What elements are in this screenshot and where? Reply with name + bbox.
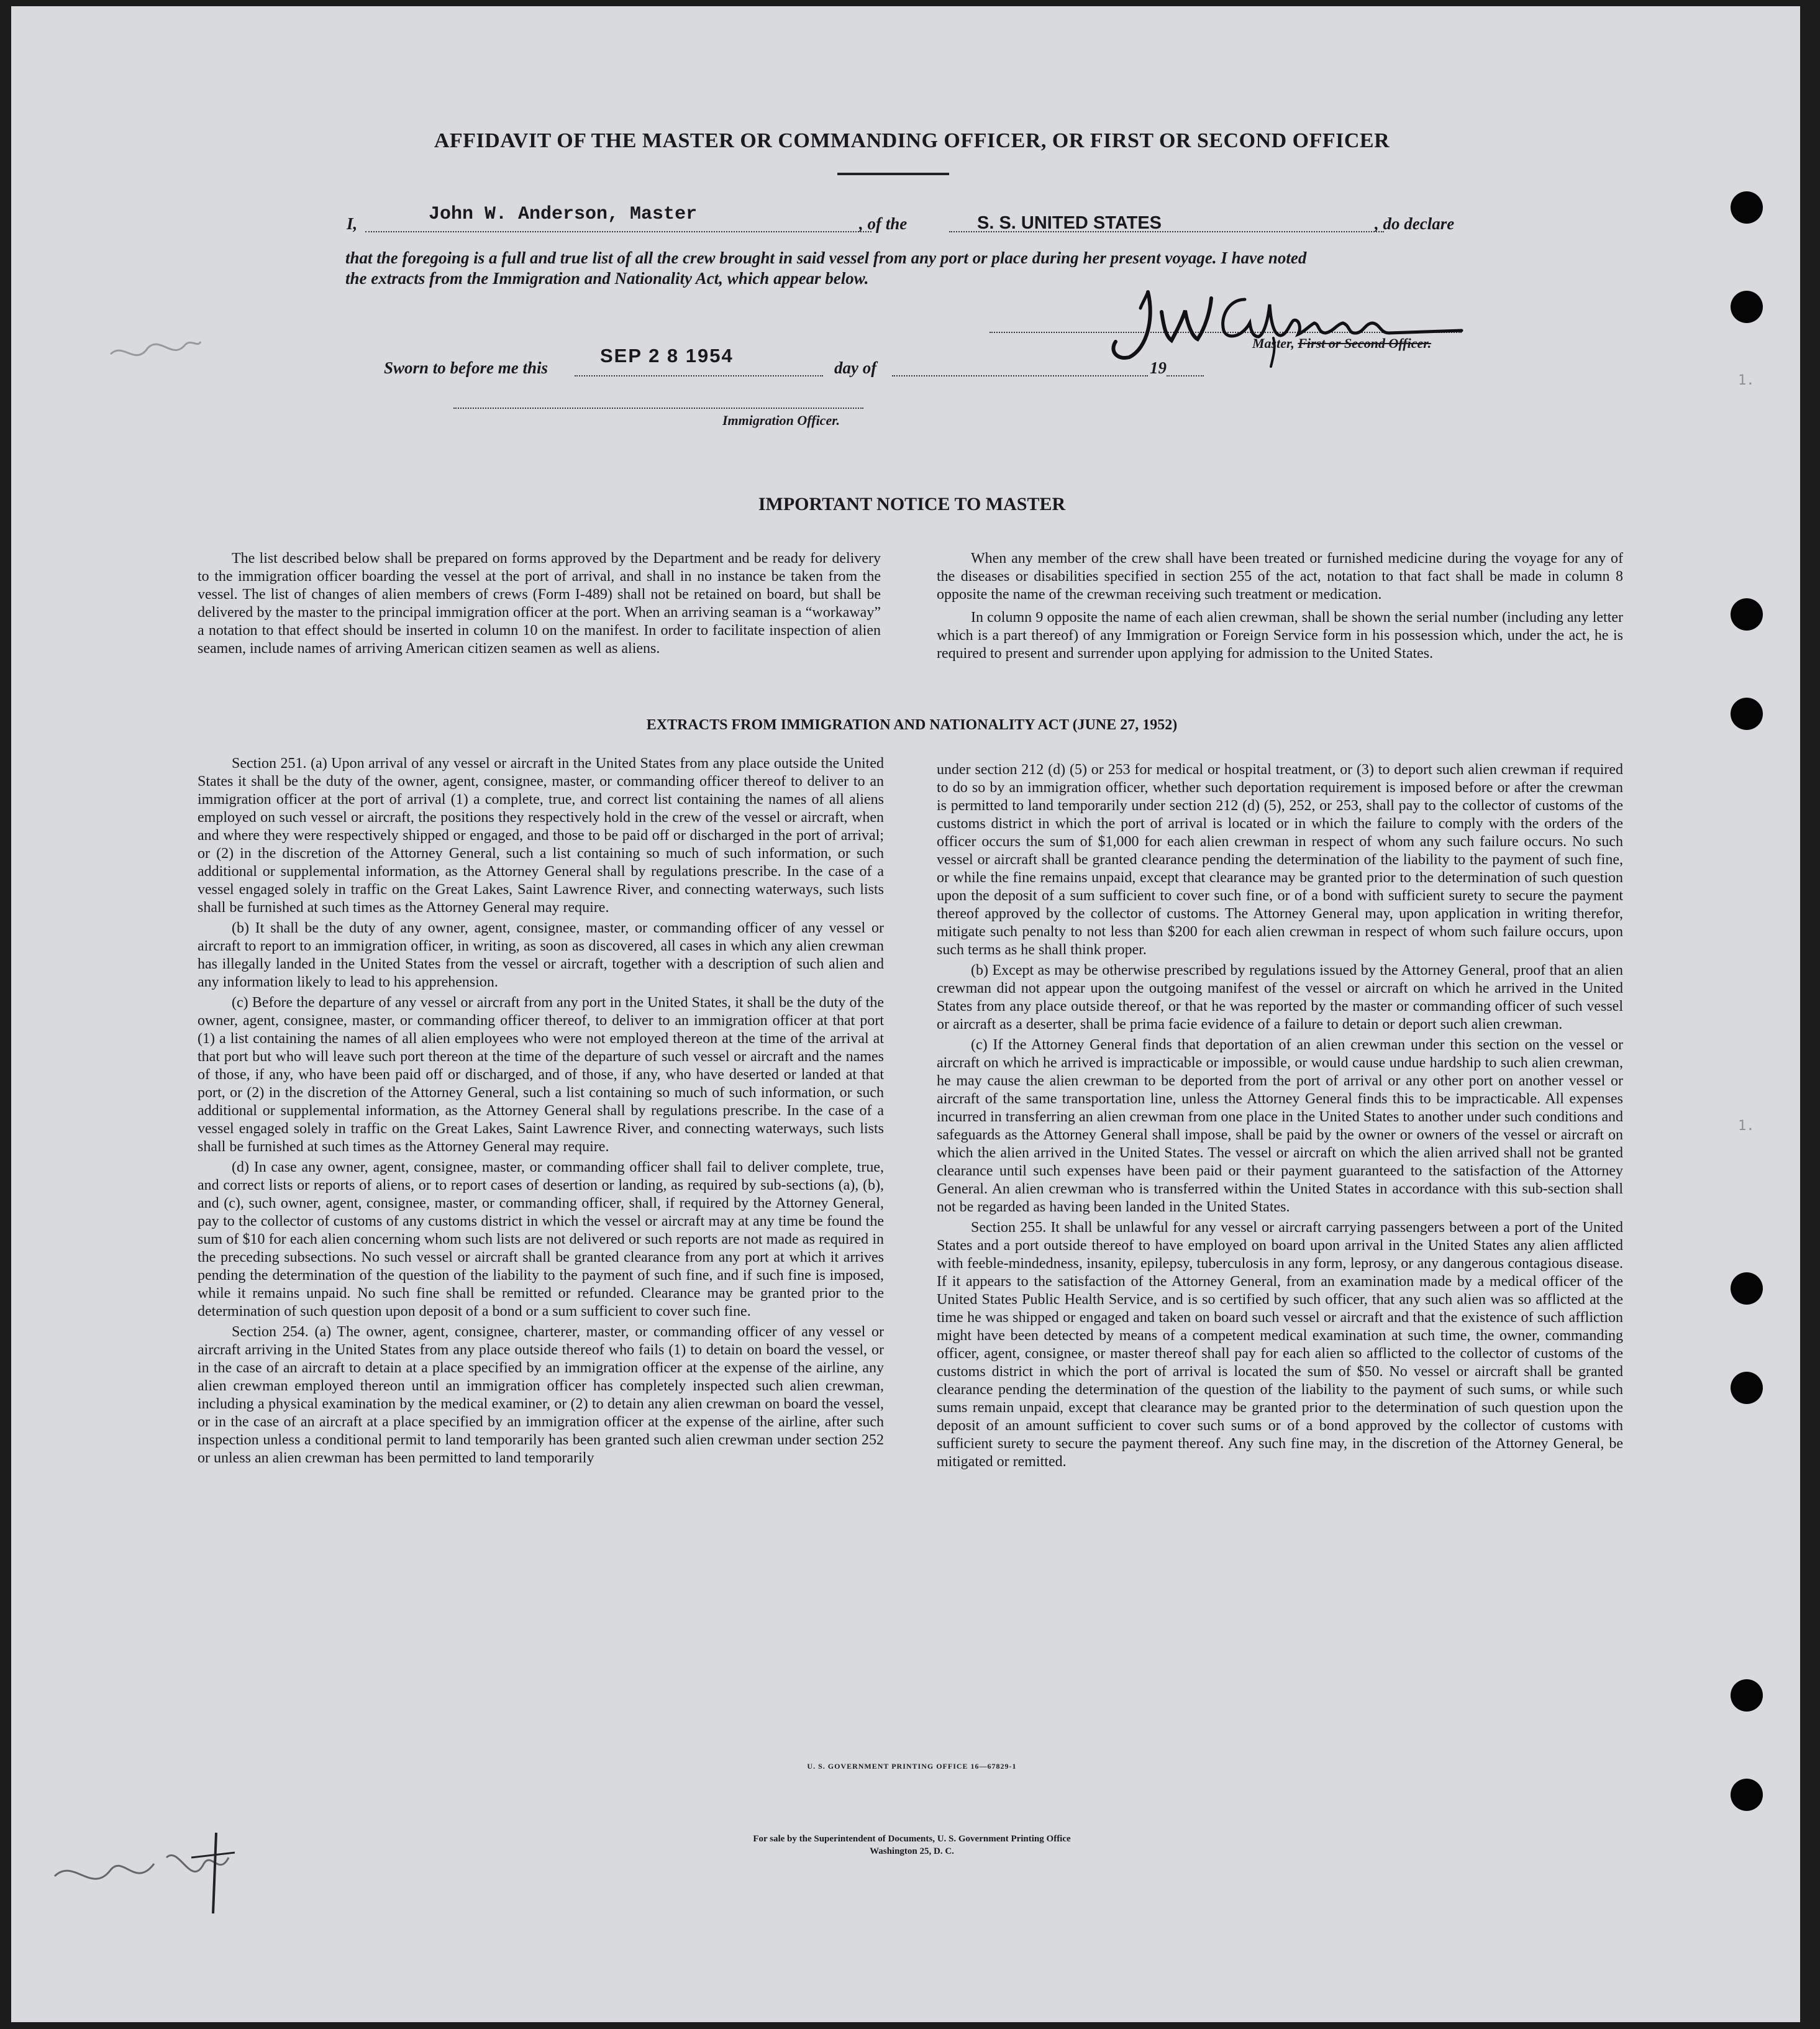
notice-paragraph: The list described below shall be prepared on forms approved by the Department and be ready for delivery to the immigration officer boarding the vessel at the port of arrival, and shall in no instance be taken from the vessel. The list of changes of alien members of crews (Form I-489) shall not be retained on board, but shall be delivered by the master to the principal immigration officer at the port. When an arriving seaman is a “workaway” a notation to that effect should be inserted in column 10 on the manifest. In order to facilitate inspection of alien seamen, include names of arriving American citizen seamen as well as aliens. xyxy=(198,550,881,657)
notice-paragraph: When any member of the crew shall have been treated or furnished medicine during the voyage for any of the diseases or disabilities specified in section 255 of the act, notation to that fact shall be made in column 8 opposite the name of the crewman receiving such treatment or medication. xyxy=(937,550,1623,603)
signer-title-struck: First or Second Officer. xyxy=(1298,335,1432,351)
signer-title xyxy=(1252,335,1431,352)
immigration-officer-label: Immigration Officer. xyxy=(722,413,840,428)
binder-hole xyxy=(1731,1272,1763,1305)
section-251b: (b) It shall be the duty of any owner, agent, consignee, master, or commanding officer of any vessel or aircraft to report to an immigration officer, in writing, as soon as discovered, all cases in which any alien crewman has illegally landed in the United States from the vessel or aircraft, together with a description of such alien and any information likely to lead to his apprehension. xyxy=(198,920,884,990)
page-title: AFFIDAVIT OF THE MASTER OR COMMANDING OFFICER, OR FIRST OR SECOND OFFICER xyxy=(434,129,1390,152)
section-254a: Section 254. (a) The owner, agent, consignee, charterer, master, or commanding officer of any vessel or aircraft arriving in the United States from any place outside thereof who fails (1) to detain on board the vessel, or in the case of an aircraft to detain at a place specified by an immigration officer at the expense of the airline, any alien crewman employed thereon until an immigration officer has completely inspected such alien crewman, including a physical examination by the medical examiner, or (2) to detain any alien crewman on board the vessel, or in the case of an aircraft at a place specified by an immigration officer at the expense of the airline, after such inspection unless a conditional permit to land temporarily has been granted such alien crewman under section 252 or unless an alien crewman has been permitted to land temporarily xyxy=(198,1324,884,1466)
declaration-text-line1: that the foregoing is a full and true list of all the crew brought in said vessel from any port or place during her present voyage. I have noted xyxy=(345,248,1307,267)
month-blank-line xyxy=(892,375,1148,376)
margin-scribble xyxy=(104,329,204,379)
notice-left-column xyxy=(198,550,881,658)
of-the-label: , of the xyxy=(859,214,908,233)
vessel-name-field[interactable]: S. S. UNITED STATES xyxy=(977,213,1162,233)
binder-hole xyxy=(1731,1372,1763,1404)
notice-right-column xyxy=(937,550,1623,663)
section-254a-continued: under section 212 (d) (5) or 253 for medical or hospital treatment, or (3) to deport such alien crewman if required to do so by an immigration officer, whether such deportation requirement is imposed before or after the crewman is permitted to land temporarily under section 212 (d) (5), 252, or 253, shall pay to the collector of customs of the customs district in which the port of arrival is located or in which the failure to comply with the orders of the officer occurs the sum of $1,000 for each alien crewman in respect of whom any such failure occurs. No such vessel or aircraft shall be granted clearance pending the determination of the liability to the payment of such fine, or while the fine remains unpaid, except that clearance may be granted prior to the determination of such question upon the deposit of a sum sufficient to cover such fine, or of a bond with sufficient surety to secure the payment thereof approved by the collector of customs. The Attorney General may, upon application in writing therefor, mitigate such penalty to not less than $200 for each alien crewman in respect of whom such failure occurs, upon such terms as he shall think proper. xyxy=(937,762,1623,958)
extracts-right-column xyxy=(937,761,1623,1471)
binder-hole xyxy=(1731,1779,1763,1811)
year-prefix: 19 xyxy=(1150,358,1167,377)
declaration-text-line2: the extracts from the Immigration and Nationality Act, which appear below. xyxy=(345,269,869,288)
name-blank-line xyxy=(365,231,871,232)
section-255: Section 255. It shall be unlawful for any vessel or aircraft carrying passengers between a port of the United States and a port outside thereof to have employed on board upon arrival in the United States any alien afflicted with feeble-mindedness, insanity, epilepsy, tuberculosis in any form, leprosy, or any dangerous contagious disease. If it appears to the satisfaction of the Attorney General, from an examination made by a medical officer of the United States Public Health Service, and is so certified by such officer, that any such alien was so afflicted at the time he was shipped or engaged and taken on board such vessel or aircraft and that the existence of such affliction might have been detected by means of a competent medical examination at such time, the owner, commanding officer, agent, consignee, or master thereof shall pay for each alien so afflicted to the collector of customs of the customs district in which the port of arrival is located the sum of $50. No vessel or aircraft shall be granted clearance pending the determination of the question of the liability to the payment of such sums, or while such sums remain unpaid, except that clearance may be granted prior to the determination of such question upon the deposit of an amount sufficient to cover such sums or of a bond approved by the collector of customs with sufficient surety to secure the payment thereof. Any such fine may, in the discretion of the Attorney General, be mitigated or remitted. xyxy=(937,1220,1623,1470)
binder-hole xyxy=(1731,698,1763,730)
officer-signature-line xyxy=(453,408,863,409)
bleed-through-mark: 1. xyxy=(1738,1118,1755,1134)
footer xyxy=(570,1833,1254,1858)
section-254c: (c) If the Attorney General finds that deportation of an alien crewman under this section on the vessel or aircraft on which he arrived is impracticable or impossible, or would cause undue hardship to such alien crewman, he may cause the alien crewman to be deported from the port of arrival or any other port on another vessel or aircraft of the same transportation line, unless the Attorney General finds this to be impracticable. All expenses incurred in transferring an alien crewman from one place in the United States to another under such conditions and safeguards as the Attorney General shall impose, shall be paid by the owner or owners of the vessel or aircraft on which the alien arrived in the United States. The vessel or aircraft on which the alien arrived shall not be granted clearance until such expenses have been paid or their payment guaranteed to the satisfaction of the Attorney General. An alien crewman who is transferred within the United States in accordance with this sub-section shall not be regarded as having been landed in the United States. xyxy=(937,1037,1623,1215)
notice-title: IMPORTANT NOTICE TO MASTER xyxy=(758,494,1066,514)
binder-hole xyxy=(1731,291,1763,323)
section-251d: (d) In case any owner, agent, consignee, master, or commanding officer shall fail to deliver complete, true, and correct lists or reports of aliens, or to report cases of desertion or landing, as required by sub-sections (a), (b), and (c), such owner, agent, consignee, master, or commanding officer, shall, if required by the Attorney General, pay to the collector of customs of any customs district in which the vessel or aircraft may at any time be found the sum of $10 for each alien concerning whom such lists are not delivered or such reports are not made as required in the preceding subsections. No such vessel or aircraft shall be granted clearance from any port at which it arrives pending the determination of the question of the liability to the payment of such fine, and if such fine is imposed, while it remains unpaid. No such fine shall be remitted or refunded. Clearance may be granted prior to the determination of such question upon deposit of a bond or a sum sufficient to cover such fine. xyxy=(198,1159,884,1320)
binder-hole xyxy=(1731,598,1763,631)
section-251a: Section 251. (a) Upon arrival of any vessel or aircraft in the United States from any place outside the United States it shall be the duty of the owner, agent, consignee, master, or commanding officer thereof to deliver to an immigration officer at the port of arrival (1) a complete, true, and correct list containing the names of all aliens employed on such vessel or aircraft, the positions they respectively hold in the crew of the vessel or aircraft, when and where they were respectively shipped or engaged, and those to be paid off or discharged in the port of arrival; or (2) in the discretion of the Attorney General, such a list containing so much of such information, or such additional or supplemental information, as the Attorney General shall by regulations prescribe. In the case of a vessel engaged solely in traffic on the Great Lakes, Saint Lawrence River, and connecting waterways, such lists shall be furnished at such times as the Attorney General may require. xyxy=(198,755,884,916)
footer-line1: For sale by the Superintendent of Documents, U. S. Government Printing Office xyxy=(753,1834,1071,1844)
date-stamp[interactable]: SEP 2 8 1954 xyxy=(600,345,734,367)
extracts-title: EXTRACTS FROM IMMIGRATION AND NATIONALITY ACT (JUNE 27, 1952) xyxy=(646,717,1178,733)
do-declare-label: , do declare xyxy=(1375,214,1455,233)
title-underline xyxy=(837,173,949,175)
margin-scribble xyxy=(48,1820,235,1920)
year-blank-line xyxy=(1167,375,1204,376)
affidavit-page xyxy=(11,6,1800,2022)
section-254b: (b) Except as may be otherwise prescribed by regulations issued by the Attorney General, proof that an alien crewman did not appear upon the outgoing manifest of the vessel or aircraft on which he arrived in the United States from any place outside thereof, or that he was reported by the master or commanding officer of such vessel or aircraft as a deserter, shall be prima facie evidence of a failure to detain or deport such alien crewman. xyxy=(937,962,1623,1033)
master-name-field[interactable]: John W. Anderson, Master xyxy=(429,204,698,225)
footer-line2: Washington 25, D. C. xyxy=(870,1846,954,1856)
notice-paragraph: In column 9 opposite the name of each alien crewman, shall be shown the serial number (including any letter which is a part thereof) of any Immigration or Foreign Service form in his possession which, under the act, he is required to present and surrender upon applying for admission to the United States. xyxy=(937,609,1623,662)
i-label: I, xyxy=(347,214,358,233)
extracts-left-column xyxy=(198,755,884,1467)
signer-title-master: Master, xyxy=(1252,335,1294,351)
sworn-date-line xyxy=(575,375,823,376)
day-of-label: day of xyxy=(834,358,877,377)
bleed-through-mark: 1. xyxy=(1738,373,1755,388)
binder-hole xyxy=(1731,191,1763,224)
binder-hole xyxy=(1731,1679,1763,1712)
sworn-label: Sworn to before me this xyxy=(384,358,548,377)
printing-office-line: U. S. GOVERNMENT PRINTING OFFICE 16—67829-1 xyxy=(807,1762,1017,1771)
section-251c: (c) Before the departure of any vessel or aircraft from any port in the United States, it shall be the duty of the owner, agent, consignee, master, or commanding officer thereof, to deliver to an immigration officer at that port (1) a list containing the names of all alien employees who were not employed thereon at the time of the arrival at that port but who will leave such port thereon at the time of the departure of such vessel or aircraft and the names of those, if any, who have been paid off or discharged, and of those, if any, who have deserted or landed at that port, or (2) in the discretion of the Attorney General, such a list containing so much of such information, or such additional or supplemental information, as the Attorney General shall by regulations prescribe. In the case of a vessel engaged solely in traffic on the Great Lakes, Saint Lawrence River, and connecting waterways, such lists shall be furnished at such times as the Attorney General may require. xyxy=(198,995,884,1155)
